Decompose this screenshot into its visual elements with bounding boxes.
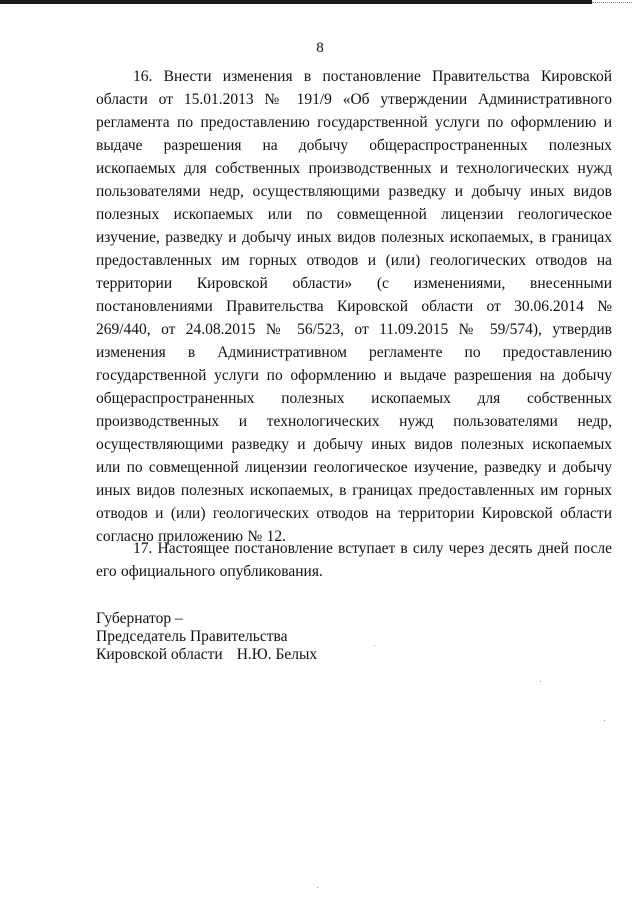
signature-region: Кировской области — [96, 646, 223, 663]
document-body — [96, 65, 612, 583]
top-border-rule-tail — [592, 2, 632, 3]
top-border-rule — [0, 0, 592, 4]
scan-speck — [604, 720, 605, 721]
scan-speck — [317, 887, 318, 888]
scan-speck — [540, 681, 541, 682]
signature-title-chairman: Председатель Правительства — [96, 628, 288, 645]
paragraph-16: 16. Внести изменения в постановление Правительства Кировской области от 15.01.2013 № 191/9 «Об утверждении Административного регламента по предоставлению государственной услуги по оформлению и выдаче разрешения на добычу общераспространенных полезных ископаемых для собственных производственных и технологических нужд пользователями недр, осуществляющими разведку и добычу иных видов полезных ископаемых или по совмещенной лицензии геологическое изучение, разведку и добычу иных видов полезных ископаемых, в границах предоставленных им горных отводов и (или) геологических отводов на территории Кировской области» (с изменениями, внесенными постановлениями Правительства Кировской области от 30.06.2014 № 269/440, от 24.08.2015 № 56/523, от 11.09.2015 № 59/574), утвердив изменения в Административном регламенте по предоставлению государственной услуги по оформлению и выдаче разрешения на добычу общераспространенных полезных ископаемых для собственных производственных и технологических нужд пользователями недр, осуществляющими разведку и добычу иных видов полезных ископаемых или по совмещенной лицензии геологическое изучение, разведку и добычу иных видов полезных ископаемых, в границах предоставленных им горных отводов и (или) геологических отводов на территории Кировской области согласно приложению № 12. — [96, 68, 612, 545]
page-number: 8 — [316, 40, 324, 56]
scan-speck — [374, 645, 375, 646]
signature-region-line — [96, 646, 317, 664]
signature-block — [96, 610, 317, 664]
signatory-name: Н.Ю. Белых — [236, 646, 318, 663]
signature-title-governor: Губернатор – — [96, 610, 183, 627]
paragraph-17: 17. Настоящее постановление вступает в силу через десять дней после его официального опубликования. — [96, 540, 612, 580]
